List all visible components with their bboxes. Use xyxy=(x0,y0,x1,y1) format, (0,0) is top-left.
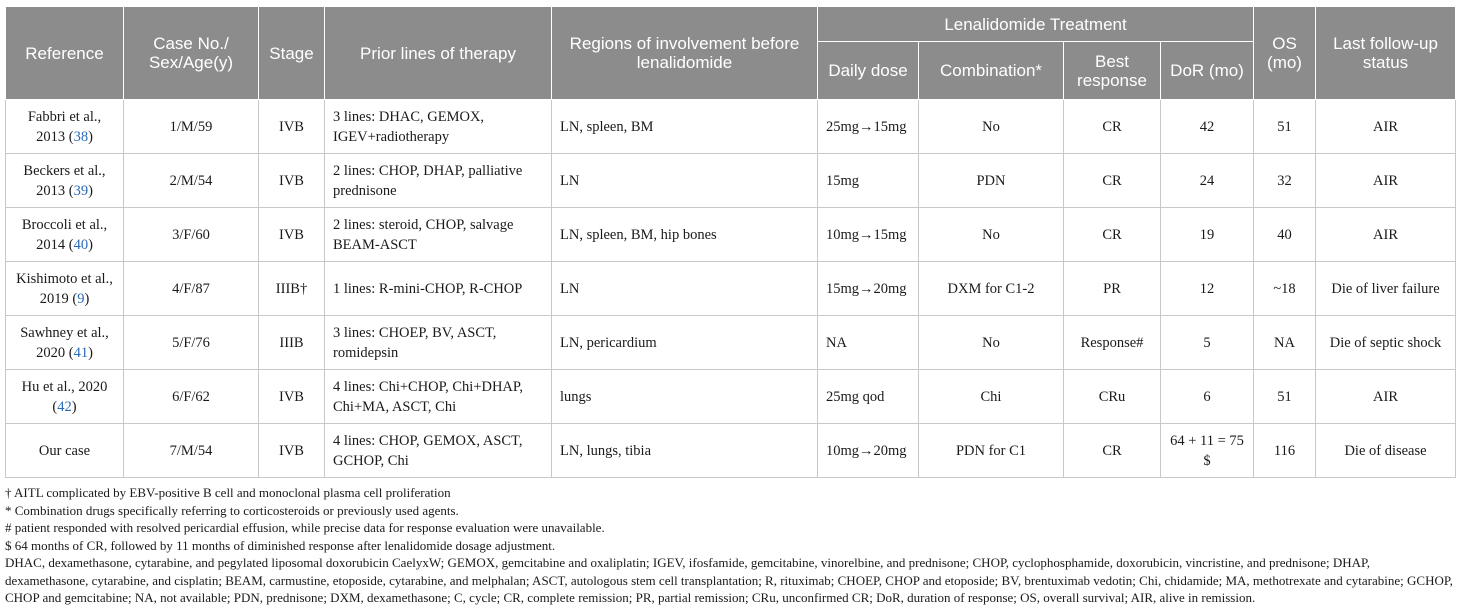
header-case: Case No./ Sex/Age(y) xyxy=(124,7,259,100)
cell-prior-lines: 1 lines: R-mini-CHOP, R-CHOP xyxy=(325,262,552,316)
table-row xyxy=(6,424,1456,478)
cell-prior-lines: 4 lines: Chi+CHOP, Chi+DHAP, Chi+MA, ASCT, Chi xyxy=(325,370,552,424)
header-dor: DoR (mo) xyxy=(1161,42,1254,100)
cell-combination: No xyxy=(919,100,1064,154)
table-body xyxy=(6,100,1456,478)
cell-stage: IIIB xyxy=(259,316,325,370)
lenalidomide-case-table xyxy=(5,6,1456,478)
reference-close: ) xyxy=(88,182,93,199)
cell-reference xyxy=(6,262,124,316)
cell-prior-lines: 4 lines: CHOP, GEMOX, ASCT, GCHOP, Chi xyxy=(325,424,552,478)
cell-stage: IVB xyxy=(259,208,325,262)
cell-os: NA xyxy=(1254,316,1316,370)
cell-os: 51 xyxy=(1254,100,1316,154)
table-container xyxy=(5,6,1455,607)
table-row xyxy=(6,208,1456,262)
cell-best-response: PR xyxy=(1064,262,1161,316)
cell-status: AIR xyxy=(1316,154,1456,208)
footnote: $ 64 months of CR, followed by 11 months of diminished response after lenalidomide dosage adjustment. xyxy=(5,537,556,553)
cell-best-response: CRu xyxy=(1064,370,1161,424)
cell-reference xyxy=(6,316,124,370)
cell-stage: IVB xyxy=(259,370,325,424)
cell-combination: No xyxy=(919,208,1064,262)
header-daily-dose: Daily dose xyxy=(818,42,919,100)
cell-best-response: Response# xyxy=(1064,316,1161,370)
reference-text: Our case xyxy=(38,442,91,459)
cell-reference xyxy=(6,208,124,262)
cell-daily-dose: 25mg→15mg xyxy=(818,100,919,154)
reference-text: Hu et al., 2020 ( xyxy=(21,378,108,415)
cell-stage: IVB xyxy=(259,154,325,208)
cell-regions: LN xyxy=(552,262,818,316)
cell-best-response: CR xyxy=(1064,208,1161,262)
cell-stage: IIIB† xyxy=(259,262,325,316)
cell-os: 32 xyxy=(1254,154,1316,208)
cell-best-response: CR xyxy=(1064,100,1161,154)
cell-case: 2/M/54 xyxy=(124,154,259,208)
cell-os: 40 xyxy=(1254,208,1316,262)
cell-stage: IVB xyxy=(259,424,325,478)
citation-link[interactable]: 9 xyxy=(77,290,85,307)
cell-combination: PDN xyxy=(919,154,1064,208)
footnote: * Combination drugs specifically referring to corticosteroids or previously used agents. xyxy=(5,502,459,518)
reference-close: ) xyxy=(71,398,77,415)
cell-case: 7/M/54 xyxy=(124,424,259,478)
cell-reference xyxy=(6,424,124,478)
cell-status: Die of liver failure xyxy=(1316,262,1456,316)
cell-daily-dose: 15mg xyxy=(818,154,919,208)
table-row xyxy=(6,370,1456,424)
cell-prior-lines: 2 lines: CHOP, DHAP, palliative prednisone xyxy=(325,154,552,208)
cell-case: 4/F/87 xyxy=(124,262,259,316)
cell-regions: LN, spleen, BM, hip bones xyxy=(552,208,818,262)
table-row xyxy=(6,100,1456,154)
reference-text: Broccoli et al., 2014 ( xyxy=(21,216,108,253)
cell-combination: DXM for C1-2 xyxy=(919,262,1064,316)
cell-reference xyxy=(6,370,124,424)
cell-best-response: CR xyxy=(1064,154,1161,208)
cell-status: AIR xyxy=(1316,370,1456,424)
reference-text: Sawhney et al., 2020 ( xyxy=(20,324,109,361)
cell-status: AIR xyxy=(1316,100,1456,154)
table-row xyxy=(6,262,1456,316)
footnote: # patient responded with resolved pericardial effusion, while precise data for response evaluation were unavailable. xyxy=(5,520,605,535)
cell-case: 5/F/76 xyxy=(124,316,259,370)
header-reference: Reference xyxy=(6,7,124,100)
cell-os: ~18 xyxy=(1254,262,1316,316)
cell-regions: LN, spleen, BM xyxy=(552,100,818,154)
cell-stage: IVB xyxy=(259,100,325,154)
cell-dor: 19 xyxy=(1161,208,1254,262)
cell-daily-dose: 25mg qod xyxy=(818,370,919,424)
cell-os: 51 xyxy=(1254,370,1316,424)
cell-regions: LN, lungs, tibia xyxy=(552,424,818,478)
reference-close: ) xyxy=(84,290,90,307)
header-best-response: Best response xyxy=(1064,42,1161,100)
cell-dor: 24 xyxy=(1161,154,1254,208)
reference-text: Kishimoto et al., 2019 ( xyxy=(16,270,113,307)
table-row xyxy=(6,316,1456,370)
footnote: † AITL complicated by EBV-positive B cell and monoclonal plasma cell proliferation xyxy=(5,485,451,500)
cell-os: 116 xyxy=(1254,424,1316,478)
cell-status: Die of septic shock xyxy=(1316,316,1456,370)
reference-close: ) xyxy=(88,236,93,253)
table-footnotes xyxy=(5,484,1455,607)
footnote: DHAC, dexamethasone, cytarabine, and pegylated liposomal doxorubicin CaelyxW; GEMOX, gemcitabine and oxaliplatin; IGEV, ifosfamide, gemcitabine, vinorelbine, and prednisone; CHOP, cyclophosphamide, doxorubicin, vincristine, and prednisone; DHAP, dexamethasone, cytarabine, and cisplatin; BEAM, carmustine, etoposide, cytarabine, and melphalan; ASCT, autologous stem cell transplantation; R, rituximab; CHOEP, CHOP and etoposide; BV, brentuximab vedotin; Chi, chidamide; MA, methotrexate and cytarabine; GCHOP, CHOP and gemcitabine; NA, not available; PDN, prednisone; DXM, dexamethasone; C, cycle; CR, complete remission; PR, partial remission; CRu, unconfirmed CR; DoR, duration of response; OS, overall survival; AIR, alive in remission. xyxy=(5,555,1453,605)
cell-regions: lungs xyxy=(552,370,818,424)
header-last-follow-up: Last follow-up status xyxy=(1316,7,1456,100)
table-row xyxy=(6,154,1456,208)
citation-link[interactable]: 42 xyxy=(57,398,72,415)
header-os: OS (mo) xyxy=(1254,7,1316,100)
header-stage: Stage xyxy=(259,7,325,100)
reference-close: ) xyxy=(88,128,93,145)
cell-status: Die of disease xyxy=(1316,424,1456,478)
cell-case: 6/F/62 xyxy=(124,370,259,424)
cell-dor: 5 xyxy=(1161,316,1254,370)
cell-dor: 64 + 11 = 75 $ xyxy=(1161,424,1254,478)
header-lenalidomide-group: Lenalidomide Treatment xyxy=(818,7,1254,42)
cell-prior-lines: 3 lines: DHAC, GEMOX, IGEV+radiotherapy xyxy=(325,100,552,154)
reference-text: Beckers et al., 2013 ( xyxy=(23,162,106,199)
citation-link[interactable]: 40 xyxy=(73,236,89,253)
cell-daily-dose: 15mg→20mg xyxy=(818,262,919,316)
cell-dor: 12 xyxy=(1161,262,1254,316)
cell-prior-lines: 3 lines: CHOEP, BV, ASCT, romidepsin xyxy=(325,316,552,370)
reference-close: ) xyxy=(88,344,93,361)
header-regions: Regions of involvement before lenalidomide xyxy=(552,7,818,100)
reference-text: Fabbri et al., 2013 ( xyxy=(27,108,102,145)
cell-dor: 6 xyxy=(1161,370,1254,424)
cell-dor: 42 xyxy=(1161,100,1254,154)
cell-combination: PDN for C1 xyxy=(919,424,1064,478)
citation-link[interactable]: 41 xyxy=(73,344,89,361)
cell-prior-lines: 2 lines: steroid, CHOP, salvage BEAM-ASCT xyxy=(325,208,552,262)
cell-case: 3/F/60 xyxy=(124,208,259,262)
cell-daily-dose: 10mg→15mg xyxy=(818,208,919,262)
cell-reference xyxy=(6,100,124,154)
cell-status: AIR xyxy=(1316,208,1456,262)
cell-regions: LN xyxy=(552,154,818,208)
header-prior-lines: Prior lines of therapy xyxy=(325,7,552,100)
cell-case: 1/M/59 xyxy=(124,100,259,154)
citation-link[interactable]: 39 xyxy=(73,182,89,199)
cell-daily-dose: NA xyxy=(818,316,919,370)
cell-reference xyxy=(6,154,124,208)
cell-daily-dose: 10mg→20mg xyxy=(818,424,919,478)
cell-combination: No xyxy=(919,316,1064,370)
cell-best-response: CR xyxy=(1064,424,1161,478)
cell-combination: Chi xyxy=(919,370,1064,424)
header-combination: Combination* xyxy=(919,42,1064,100)
cell-regions: LN, pericardium xyxy=(552,316,818,370)
citation-link[interactable]: 38 xyxy=(73,128,89,145)
